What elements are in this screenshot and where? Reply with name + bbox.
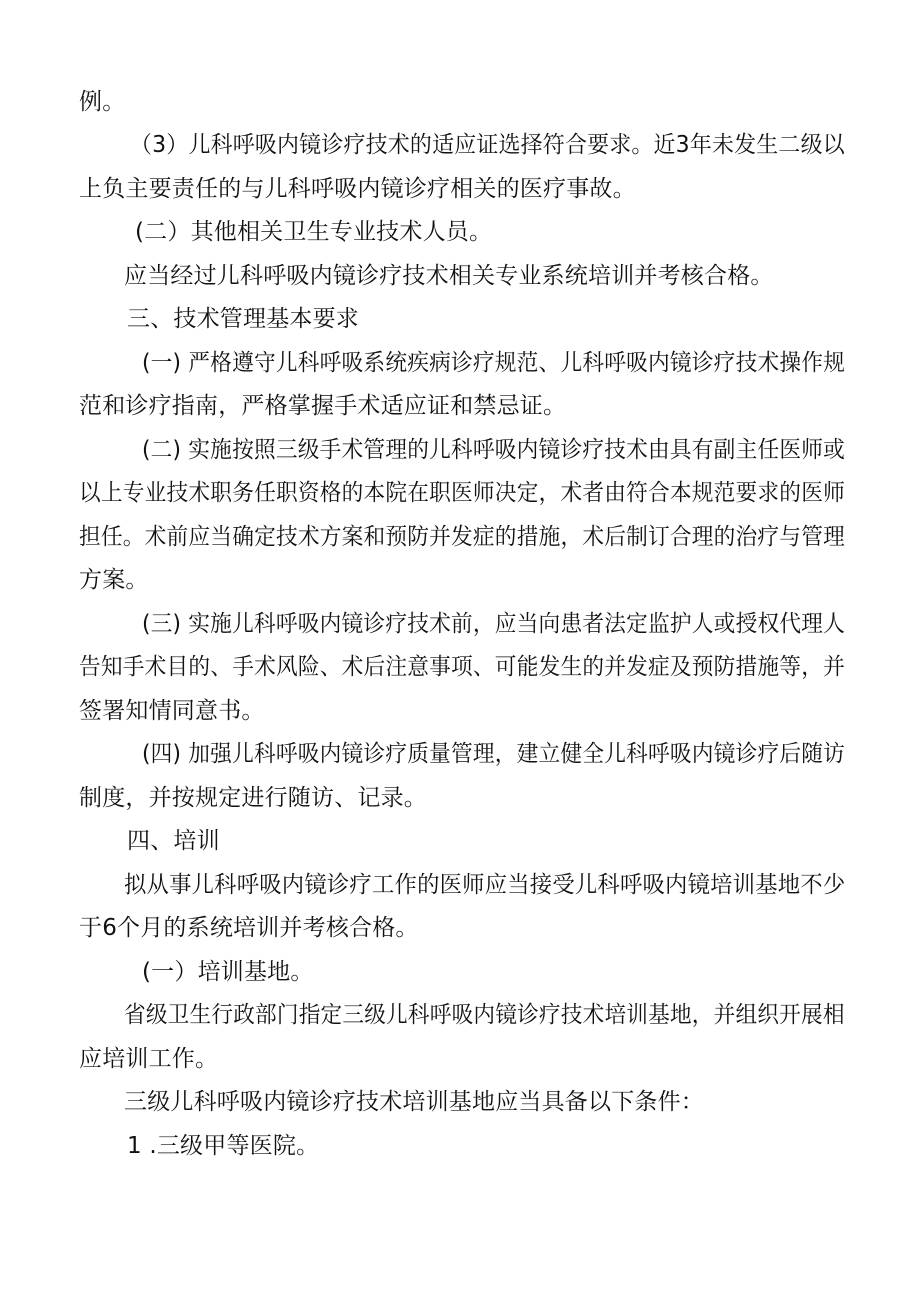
text-line-16: (四) 加强儿科呼吸内镜诊疗质量管理，建立健全儿科呼吸内镜诊疗后随访 xyxy=(142,741,846,767)
section-heading-training: 四、培训 xyxy=(127,828,220,854)
text-line-19: 拟从事儿科呼吸内镜诊疗工作的医师应当接受儿科呼吸内镜培训基地不少 xyxy=(124,872,846,898)
text-line-8: 范和诊疗指南，严格掌握手术适应证和禁忌证。 xyxy=(79,393,567,419)
text-line-9: (二) 实施按照三级手术管理的儿科呼吸内镜诊疗技术由具有副主任医师或 xyxy=(142,437,846,463)
text-line-20: 于6个月的系统培训并考核合格。 xyxy=(79,915,419,941)
section-heading-other-staff: (二）其他相关卫生专业技术人员。 xyxy=(135,219,493,245)
text-line-14: 告知手术目的、手术风险、术后注意事项、可能发生的并发症及预防措施等，并 xyxy=(79,654,845,680)
list-item-1: 1 .三级甲等医院。 xyxy=(127,1133,320,1159)
text-line-23: 应培训工作。 xyxy=(79,1046,219,1072)
section-heading-training-base: (一）培训基地。 xyxy=(142,959,314,985)
text-line-22: 省级卫生行政部门指定三级儿科呼吸内镜诊疗技术培训基地，并组织开展相 xyxy=(124,1002,845,1028)
text-line-5: 应当经过儿科呼吸内镜诊疗技术相关专业系统培训并考核合格。 xyxy=(124,263,774,289)
text-line-10: 以上专业技术职务任职资格的本院在职医师决定，术者由符合本规范要求的医师 xyxy=(79,480,845,506)
text-line-24: 三级儿科呼吸内镜诊疗技术培训基地应当具备以下条件： xyxy=(124,1089,704,1115)
text-line-12: 方案。 xyxy=(79,567,149,593)
text-line-15: 签署知情同意书。 xyxy=(79,698,265,724)
text-line-2: （3）儿科呼吸内镜诊疗技术的适应证选择符合要求。近3年未发生二级以 xyxy=(130,132,845,158)
text-line-17: 制度，并按规定进行随访、记录。 xyxy=(79,785,427,811)
text-line-7: (一) 严格遵守儿科呼吸系统疾病诊疗规范、儿科呼吸内镜诊疗技术操作规 xyxy=(142,350,846,376)
text-line-3: 上负主要责任的与儿科呼吸内镜诊疗相关的医疗事故。 xyxy=(79,176,636,202)
text-line-1: 例。 xyxy=(79,89,126,115)
section-heading-technical-management: 三、技术管理基本要求 xyxy=(127,306,359,332)
text-line-11: 担任。术前应当确定技术方案和预防并发症的措施，术后制订合理的治疗与管理 xyxy=(79,524,845,550)
text-line-13: (三) 实施儿科呼吸内镜诊疗技术前，应当向患者法定监护人或授权代理人 xyxy=(142,611,846,637)
